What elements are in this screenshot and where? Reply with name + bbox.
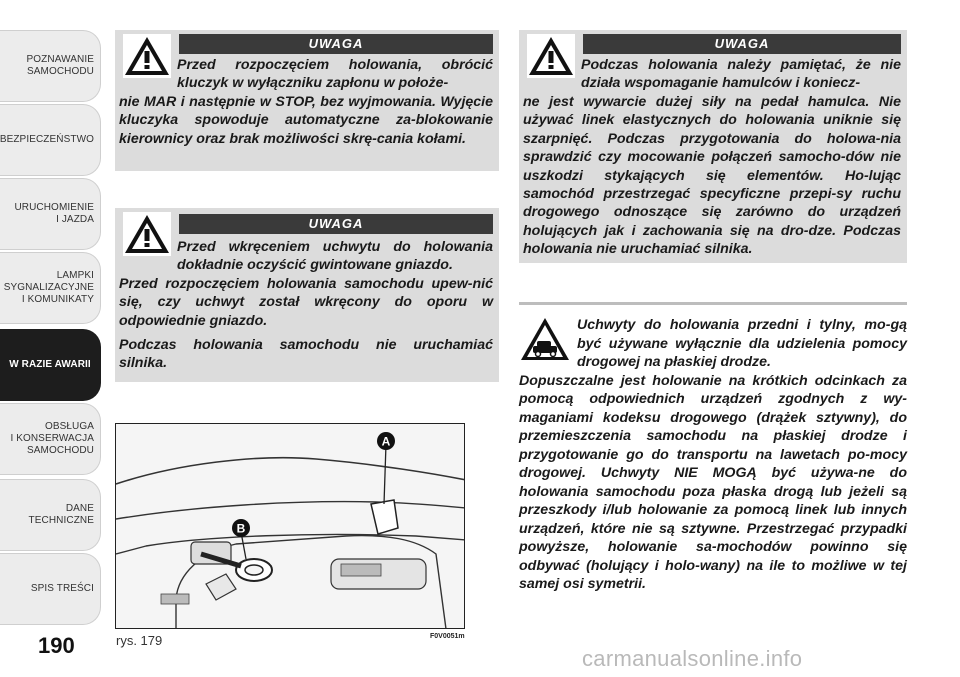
figure-code: F0V0051m xyxy=(430,633,465,640)
info-text xyxy=(519,316,907,594)
warning-header: UWAGA xyxy=(583,34,901,54)
tab-uruchomienie-i-jazda[interactable]: URUCHOMIENIE I JAZDA xyxy=(0,178,101,250)
callout-label-a: A xyxy=(381,434,391,449)
tow-hook-drawing xyxy=(116,424,465,629)
figure-caption: rys. 179 xyxy=(116,633,163,648)
tow-hook-illustration xyxy=(115,423,465,629)
warning-body-text: nie MAR i następnie w STOP, bez wyjmowania. Wyjęcie kluczyka spowoduje automatyczne za-blokowanie kierownicy oraz brak możliwości skrę-cania kołami. xyxy=(119,94,493,147)
warning-triangle-icon xyxy=(527,34,575,78)
tab-bezpieczenstwo[interactable]: BEZPIECZEŃSTWO xyxy=(0,104,101,176)
watermark: carmanualsonline.info xyxy=(582,646,803,671)
tab-poznawanie-samochodu[interactable]: POZNAWANIE SAMOCHODU xyxy=(0,30,101,102)
warning-triangle-icon xyxy=(123,34,171,78)
warning-box-ignition xyxy=(115,30,499,171)
info-lead-text: Uchwyty do holowania przedni i tylny, mo-gą być używane wyłącznie dla udzielenia pomocy drogowej na płaskiej drodze. xyxy=(577,317,907,370)
tab-w-razie-awarii[interactable]: W RAZIE AWARII xyxy=(0,329,101,401)
warning-header: UWAGA xyxy=(179,214,493,234)
tab-dane-techniczne[interactable]: DANE TECHNICZNE xyxy=(0,479,101,551)
car-warning-icon xyxy=(519,316,571,362)
warning-body-text: Przed rozpoczęciem holowania samochodu upew-nić się, czy uchwyt został wkręcony do oporu w odpowiednie gniazdo. xyxy=(119,276,493,329)
warning-lead-text: Przed rozpoczęciem holowania, obrócić kluczyk w wyłączniku zapłonu w położe- xyxy=(177,57,493,92)
warning-body-text: ne jest wywarcie dużej siły na pedał hamulca. Nie używać linek elastycznych do holowania uniknie się szarpnięć. Podczas przygotowania do holowa-nia sprawdzić czy mocowanie połączeń samocho-dów nie uszkodzi stykających się elementów. Ho-lując samochód przestrzegać specyficzne przepi-sy ruchu drogowego odnoszące się zarówno do urządzeń holujących jak i zachowania się na dro-dze. Podczas holowania nie uruchamiać silnika. xyxy=(523,94,901,258)
warning-header: UWAGA xyxy=(179,34,493,54)
section-divider xyxy=(519,302,907,305)
warning-box-tow-hook xyxy=(115,208,499,382)
warning-triangle-icon xyxy=(123,212,171,256)
warning-box-brakes xyxy=(519,30,907,263)
tab-obsluga-i-konserwacja[interactable]: OBSŁUGA I KONSERWACJA SAMOCHODU xyxy=(0,403,101,475)
page-number: 190 xyxy=(38,633,75,658)
info-body-text: Dopuszczalne jest holowanie na krótkich odcinkach za pomocą odpowiednich urządzeń zgodnych z wy-maganiami kodeksu drogowego (drążek sztywny), do przemieszczenia samochodu na płaskiej drodze i przygotowanie go do transportu na lawetach po-mocy drogowej. Uchwyty NIE MOGĄ być używa-ne do holowania samochodu poza płaska drogą lub jeżeli są przeszkody i/lub holowanie za pomocą linek lub innych urządzeń, które nie są sztywne. Przestrzegać przypadki powyższe, holowanie sa-mochodów powinno się odbywać (holujący i holo-wany) na ile to możliwe w tej samej osi symetrii. xyxy=(519,372,907,592)
callout-label-b: B xyxy=(236,521,246,536)
tab-lampki-sygnalizacyjne[interactable]: LAMPKI SYGNALIZACYJNE I KOMUNIKATY xyxy=(0,252,101,324)
warning-body-text-2: Podczas holowania samochodu nie uruchamiać silnika. xyxy=(119,337,493,372)
tab-spis-tresci[interactable]: SPIS TREŚCI xyxy=(0,553,101,625)
warning-lead-text: Przed wkręceniem uchwytu do holowania dokładnie oczyścić gwintowane gniazdo. xyxy=(177,239,493,274)
warning-lead-text: Podczas holowania należy pamiętać, że nie działa wspomaganie hamulców i koniecz- xyxy=(581,57,901,92)
